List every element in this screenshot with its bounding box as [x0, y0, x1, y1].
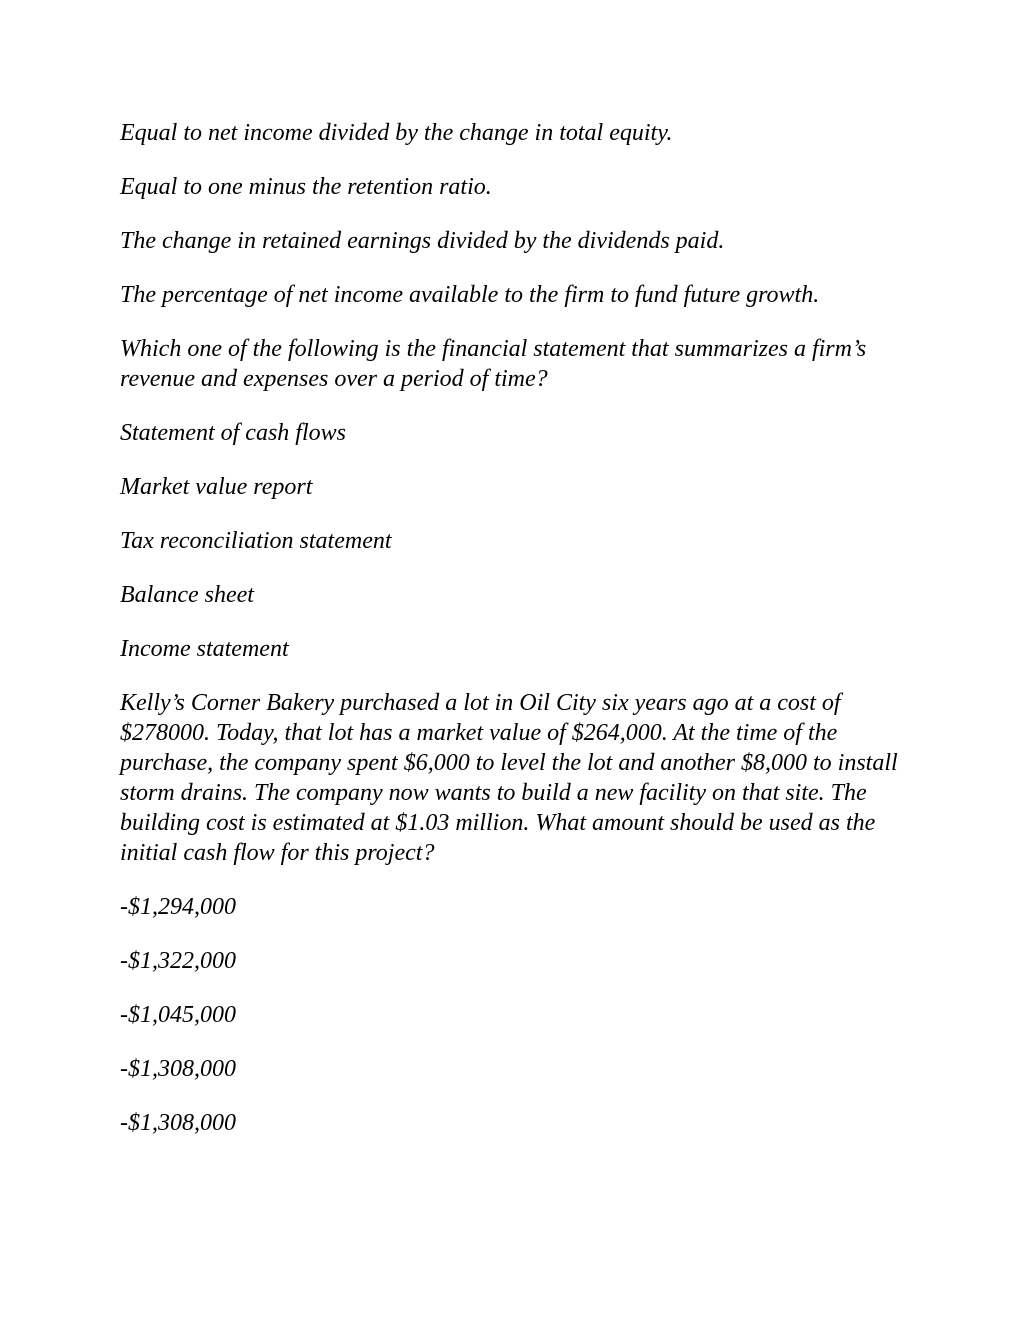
answer-option: -$1,308,000 [120, 1110, 236, 1136]
answer-option: Tax reconciliation statement [120, 528, 392, 554]
answer-option: Statement of cash flows [120, 420, 346, 446]
question-text: Which one of the following is the financial statement that summarizes a firm’s revenue and expenses over a period of time? [120, 336, 867, 392]
answer-option: -$1,308,000 [120, 1056, 236, 1082]
answer-option: The percentage of net income available to the firm to fund future growth. [120, 282, 820, 308]
answer-option: -$1,045,000 [120, 1002, 236, 1028]
document-body [120, 118, 910, 1162]
answer-option: -$1,294,000 [120, 894, 236, 920]
answer-option: -$1,322,000 [120, 948, 236, 974]
question-text: Kelly’s Corner Bakery purchased a lot in Oil City six years ago at a cost of $278000. Today, that lot has a market value of $264,000. At the time of the purchase, the company spent $6,000 to level the lot and another $8,000 to install storm drains. The company now wants to build a new facility on that site. The building cost is estimated at $1.03 million. What amount should be used as the initial cash flow for this project? [120, 690, 898, 866]
answer-option: Market value report [120, 474, 313, 500]
answer-option: Equal to one minus the retention ratio. [120, 174, 492, 200]
answer-option: The change in retained earnings divided by the dividends paid. [120, 228, 725, 254]
answer-option: Balance sheet [120, 582, 254, 608]
answer-option: Income statement [120, 636, 289, 662]
answer-option: Equal to net income divided by the change in total equity. [120, 120, 673, 146]
